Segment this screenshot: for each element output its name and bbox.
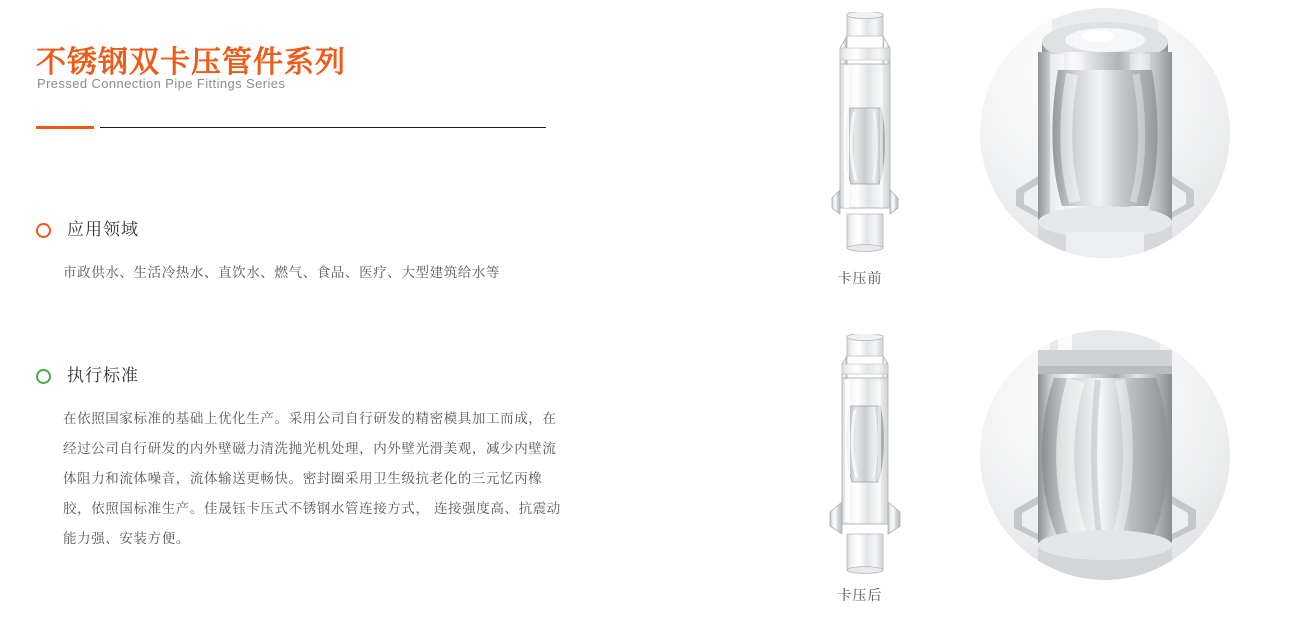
figure-before-pressing <box>720 8 1280 308</box>
section-title: 应用领域 <box>67 220 139 239</box>
section-body-text: 在依照国家标准的基础上优化生产。采用公司自行研发的精密模具加工而成，在经过公司自行研发的内外壁磁力清洗抛光机处理，内外壁光滑美观，减少内壁流体阻力和流体噪音，流体输送更畅快。密封圈采用卫生级抗老化的三元忆丙橡胶，依照国标准生产。佳晟钰卡压式不锈钢水管连接方式， 连接强度高、抗震动能力强、安装方便。 <box>63 411 561 546</box>
circle-marker-icon <box>36 223 51 238</box>
section-header <box>36 218 596 242</box>
section-header <box>36 364 596 388</box>
text-column <box>36 0 636 625</box>
figure-caption: 卡压前 <box>837 270 883 286</box>
figure-after-pressing <box>720 330 1280 630</box>
section-execution-standard <box>36 364 596 554</box>
image-column <box>700 0 1304 625</box>
section-body <box>63 404 563 554</box>
page-subtitle: Pressed Connection Pipe Fittings Series <box>37 76 286 91</box>
page-title: 不锈钢双卡压管件系列 <box>36 46 346 80</box>
divider-accent-segment <box>36 126 94 129</box>
section-body <box>63 258 563 288</box>
pipe-fitting-before-pressing <box>820 12 910 252</box>
section-body-text: 市政供水、生活冷热水、直饮水、燃气、食品、医疗、大型建筑给水等 <box>63 265 501 280</box>
pipe-fitting-before-pressing-closeup <box>980 8 1230 258</box>
pipe-fitting-after-pressing-closeup <box>980 330 1230 580</box>
pipe-fitting-after-pressing <box>820 334 910 574</box>
figure-caption: 卡压后 <box>837 587 883 603</box>
circle-marker-icon <box>36 369 51 384</box>
section-title: 执行标准 <box>67 366 139 385</box>
divider-line <box>100 127 546 128</box>
section-application-fields <box>36 218 596 288</box>
title-divider <box>36 126 546 129</box>
